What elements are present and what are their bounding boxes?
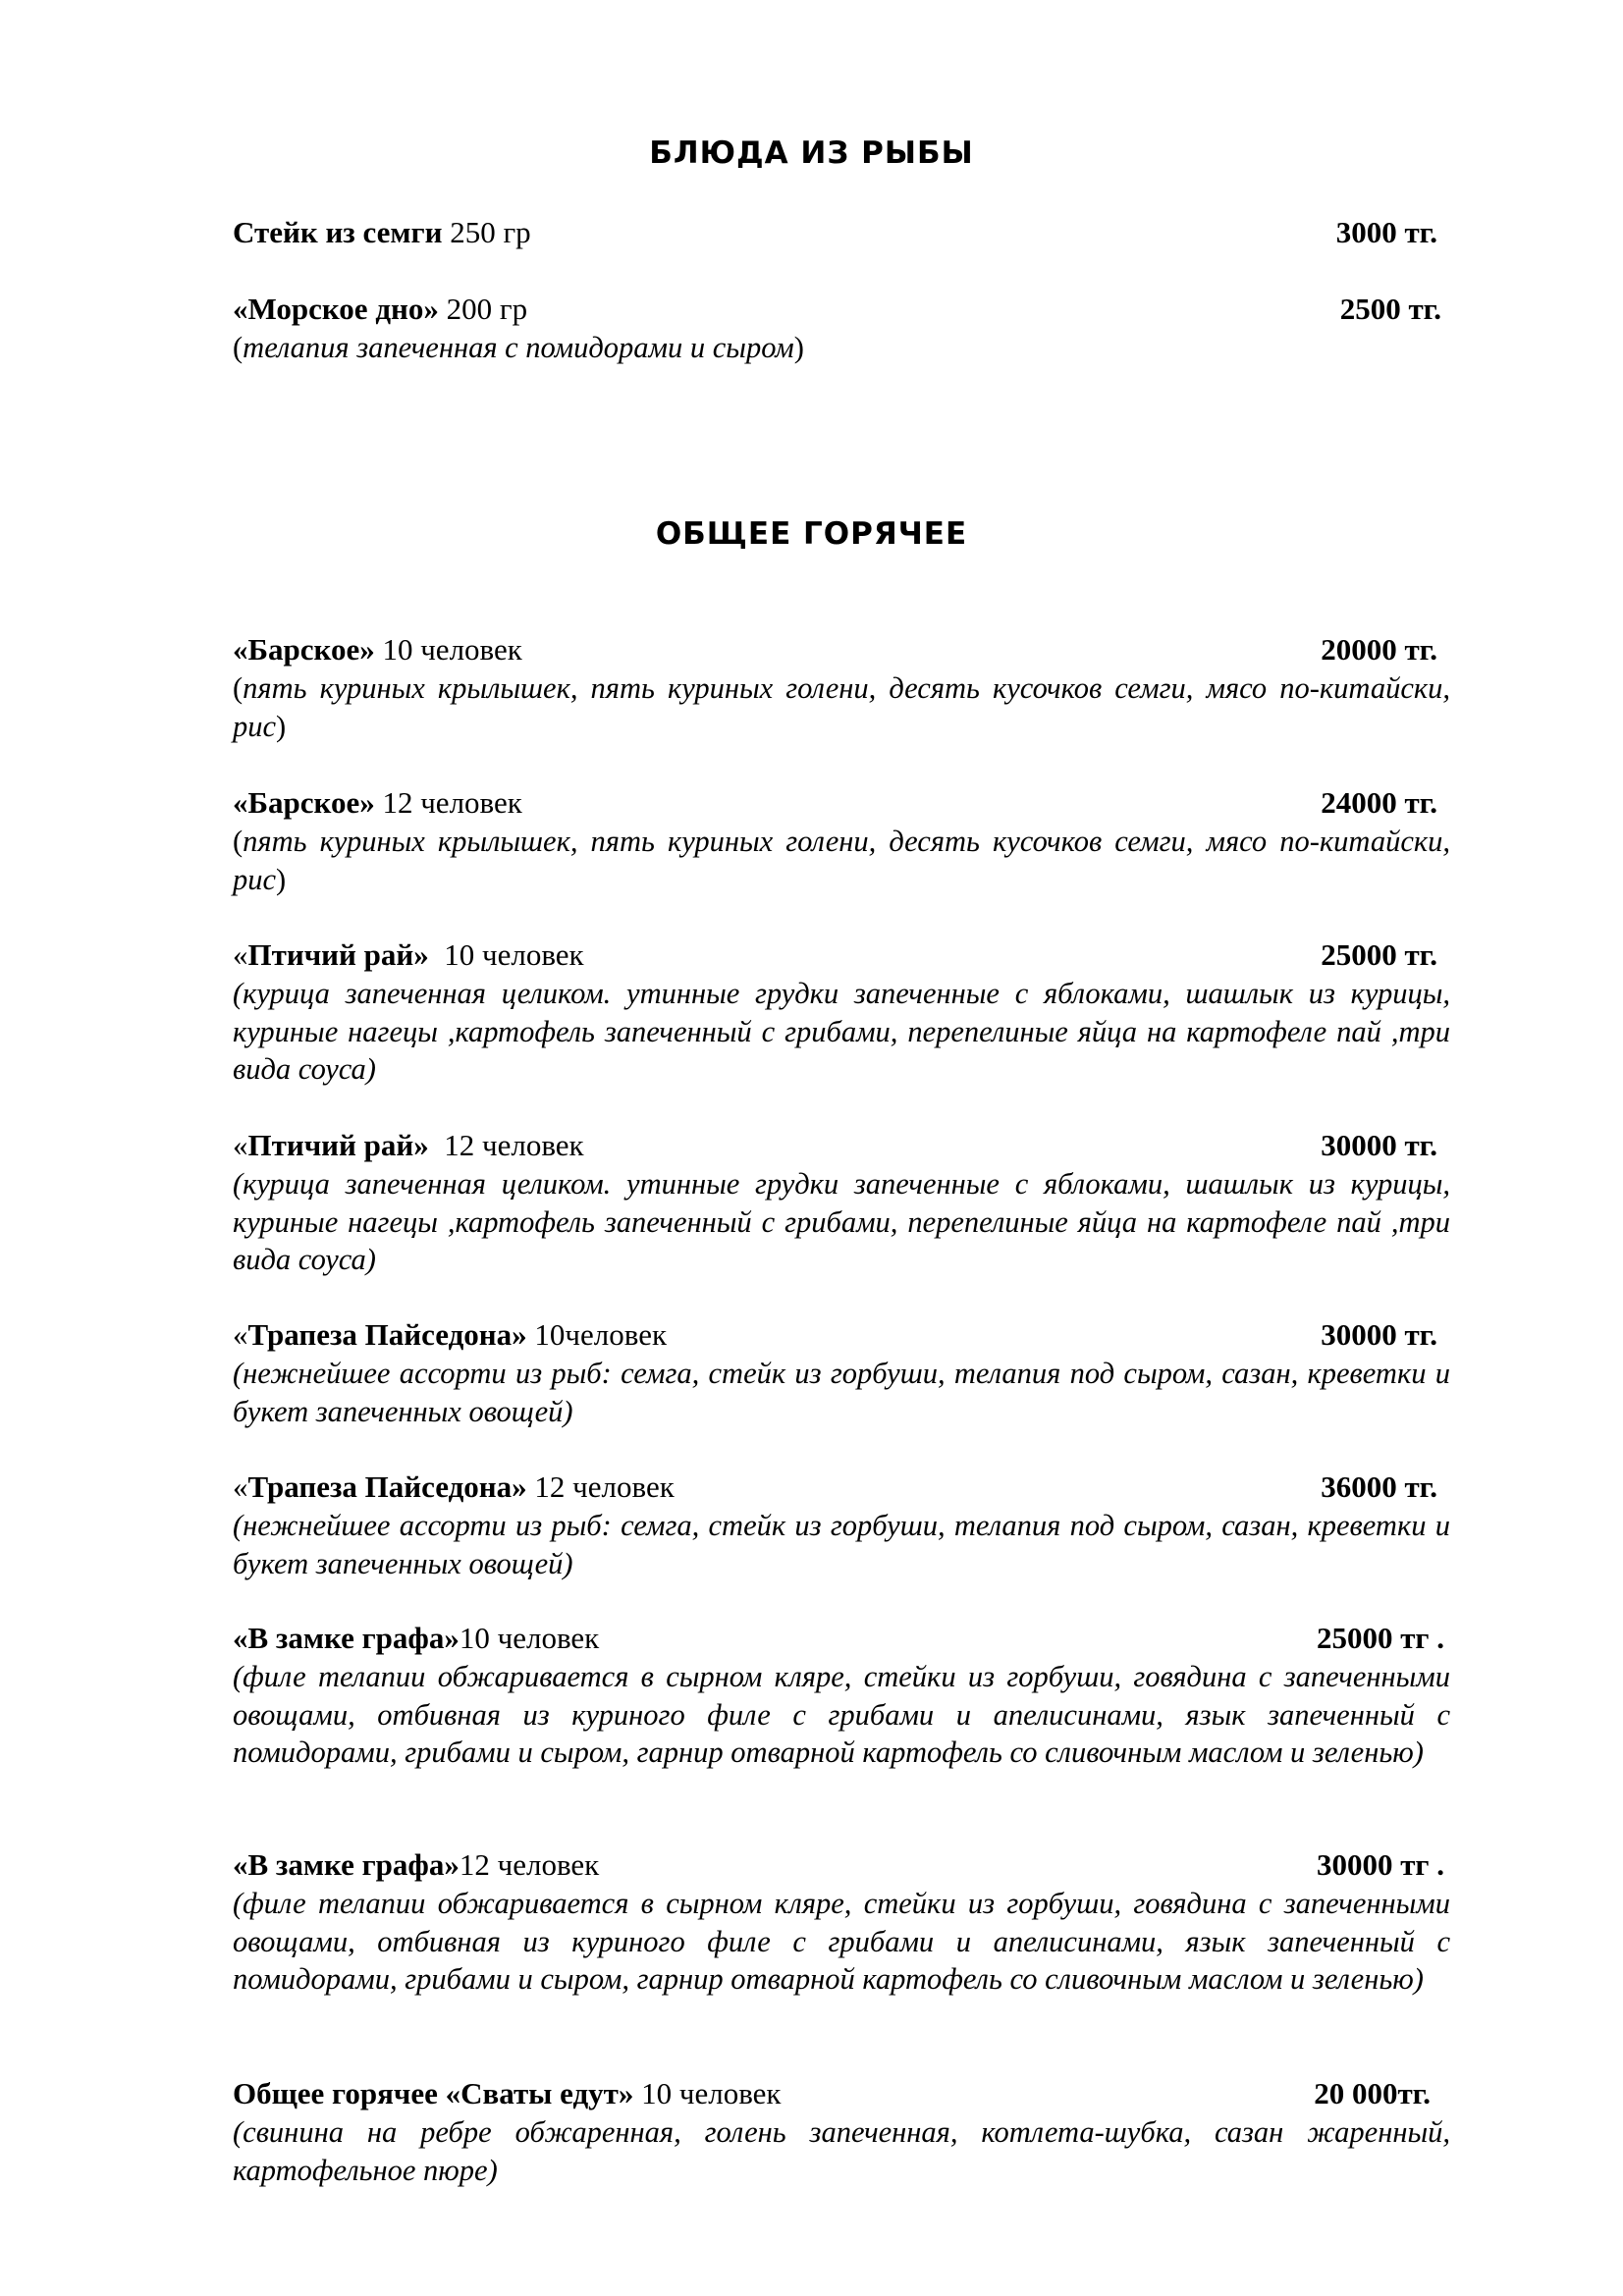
item-header xyxy=(233,630,1450,669)
item-price: 36000 тг. xyxy=(1321,1469,1437,1504)
item-name: Птичий рай» xyxy=(247,937,429,972)
item-description: (нежнейшее ассорти из рыб: семга, стейк из горбуши, телапия под сыром, сазан, креветки и букет запеченных овощей) xyxy=(233,1509,1450,1580)
item-price: 30000 тг. xyxy=(1321,1128,1437,1162)
item-header xyxy=(233,1845,1450,1885)
item-portion: 250 гр xyxy=(442,215,531,249)
item-portion: 10 человек xyxy=(459,1621,600,1655)
item-header xyxy=(233,1619,1450,1658)
menu-item-ptichiy-ray-10 xyxy=(233,935,1450,1089)
menu-item-trapeza-12 xyxy=(233,1468,1450,1582)
item-price: 20000 тг. xyxy=(1321,632,1437,667)
item-description: (пять куриных крылышек, пять куриных голени, десять кусочков семги, мясо по-китайски, рис) xyxy=(233,825,1450,896)
item-name: «В замке графа» xyxy=(233,1621,460,1655)
menu-item-morskoe-dno xyxy=(233,290,1450,367)
item-name: Птичий рай» xyxy=(247,1128,429,1162)
item-price: 24000 тг. xyxy=(1321,785,1437,820)
item-description: (нежнейшее ассорти из рыб: семга, стейк из горбуши, телапия под сыром, сазан, креветки и букет запеченных овощей) xyxy=(233,1357,1450,1428)
item-portion: 10человек xyxy=(526,1317,668,1352)
section-title-shared-hot: ОБЩЕЕ ГОРЯЧЕЕ xyxy=(655,516,968,552)
item-name: «Барское» xyxy=(233,785,375,820)
item-portion: 200 гр xyxy=(438,292,528,326)
menu-item-barskoe-12 xyxy=(233,783,1450,898)
item-description: (курица запеченная целиком. утинные грудки запеченные с яблоками, шашлык из курицы, куриные нагецы ,картофель запеченный с грибами, перепелиные яйца на картофеле пай ,три вида соуса) xyxy=(233,1167,1450,1276)
item-name: «Морское дно» xyxy=(233,292,439,326)
item-header xyxy=(233,290,1450,329)
item-description: (филе телапии обжаривается в сырном кляре, стейки из горбуши, говядина с запеченными овощами, отбивная из куриного филе с грибами и апелисинами, язык запеченный с помидорами, грибами и сыром, гарнир отварной картофель со сливочным маслом и зеленью) xyxy=(233,1887,1450,1996)
item-name: «В замке графа» xyxy=(233,1847,460,1882)
menu-item-v-zamke-grafa-10 xyxy=(233,1619,1450,1772)
menu-item-trapeza-10 xyxy=(233,1315,1450,1430)
item-header: «Трапеза Пайседона» 10человек 30000 тг. xyxy=(233,1315,1450,1355)
item-portion: 12 человек xyxy=(428,1128,584,1162)
item-price: 3000 тг. xyxy=(1335,215,1437,249)
item-header xyxy=(233,783,1450,823)
menu-item-svaty-edut xyxy=(233,2074,1450,2189)
item-price: 25000 тг . xyxy=(1316,1621,1444,1655)
item-name: Стейк из семги xyxy=(233,215,443,249)
item-description: (телапия запеченная с помидорами и сыром) xyxy=(233,331,804,364)
item-portion: 12 человек xyxy=(526,1469,675,1504)
menu-item-salmon-steak xyxy=(233,213,1450,252)
menu-item-ptichiy-ray-12 xyxy=(233,1126,1450,1279)
item-price: 20 000тг. xyxy=(1314,2076,1431,2110)
menu-item-v-zamke-grafa-12 xyxy=(233,1845,1450,1999)
item-header: «Птичий рай» 12 человек 30000 тг. xyxy=(233,1126,1450,1165)
item-name: Трапеза Пайседона» xyxy=(247,1469,527,1504)
menu-item-barskoe-10 xyxy=(233,630,1450,745)
item-name: Общее горячее «Сваты едут» xyxy=(233,2076,634,2110)
item-portion: 12 человек xyxy=(459,1847,600,1882)
item-portion: 10 человек xyxy=(374,632,522,667)
section-title-fish: БЛЮДА ИЗ РЫБЫ xyxy=(649,135,974,171)
item-price: 30000 тг. xyxy=(1321,1317,1437,1352)
item-name: «Барское» xyxy=(233,632,375,667)
item-price: 25000 тг. xyxy=(1321,937,1437,972)
item-description: (пять куриных крылышек, пять куриных голени, десять кусочков семги, мясо по-китайски, рис) xyxy=(233,671,1450,743)
item-price: 30000 тг . xyxy=(1316,1847,1444,1882)
item-portion: 10 человек xyxy=(633,2076,782,2110)
item-description: (курица запеченная целиком. утинные грудки запеченные с яблоками, шашлык из курицы, куриные нагецы ,картофель запеченный с грибами, перепелиные яйца на картофеле пай ,три вида соуса) xyxy=(233,977,1450,1086)
item-header xyxy=(233,213,1450,252)
item-portion: 12 человек xyxy=(374,785,522,820)
item-header: «Птичий рай» 10 человек 25000 тг. xyxy=(233,935,1450,975)
item-description: (свинина на ребре обжаренная, голень запеченная, котлета-шубка, сазан жаренный, картофельное пюре) xyxy=(233,2115,1450,2187)
item-header xyxy=(233,2074,1450,2113)
item-name: Трапеза Пайседона» xyxy=(247,1317,527,1352)
item-description: (филе телапии обжаривается в сырном кляре, стейки из горбуши, говядина с запеченными овощами, отбивная из куриного филе с грибами и апелисинами, язык запеченный с помидорами, грибами и сыром, гарнир отварной картофель со сливочным маслом и зеленью) xyxy=(233,1660,1450,1769)
item-portion: 10 человек xyxy=(428,937,584,972)
item-price: 2500 тг. xyxy=(1339,292,1441,326)
item-header: «Трапеза Пайседона» 12 человек 36000 тг. xyxy=(233,1468,1450,1507)
